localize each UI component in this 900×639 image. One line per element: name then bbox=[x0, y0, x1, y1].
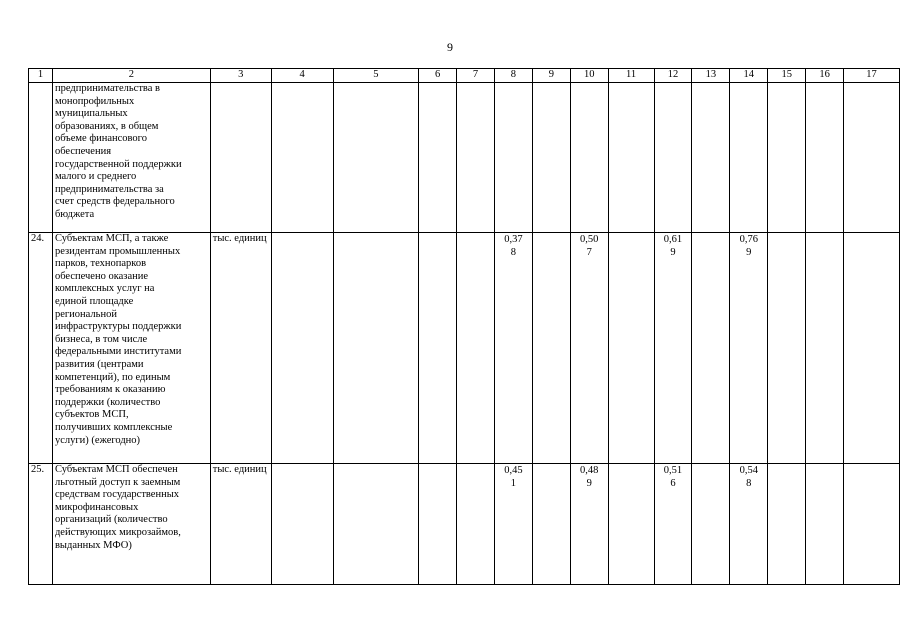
header-cell: 12 bbox=[654, 69, 692, 83]
header-cell: 14 bbox=[730, 69, 768, 83]
indicator-table bbox=[28, 68, 900, 585]
header-cell: 16 bbox=[806, 69, 844, 83]
value-cell bbox=[730, 83, 768, 233]
unit-text: тыс. единиц bbox=[212, 233, 267, 244]
table-row bbox=[29, 83, 900, 233]
value-cell bbox=[570, 83, 608, 233]
indicator-text: Субъектам МСП обеспечен льготный доступ к заемным средствам государственных микрофинансовых организаций (количество действующих микрозаймов, выданных МФО) bbox=[54, 464, 181, 551]
value-cell bbox=[654, 83, 692, 233]
header-cell: 10 bbox=[570, 69, 608, 83]
row-number: 24. bbox=[29, 233, 53, 464]
header-cell: 3 bbox=[210, 69, 271, 83]
table-row bbox=[29, 464, 900, 585]
unit-cell bbox=[210, 464, 271, 585]
header-cell: 7 bbox=[457, 69, 495, 83]
indicator-description bbox=[52, 464, 210, 585]
indicator-text: Субъектам МСП, а также резидентам промышленных парков, технопарков обеспечено оказание комплексных услуг на единой площадке региональной инфраструктуры поддержки бизнеса, в том числе федеральными институтами развития (центрами компетенций), по единым требованиям к оказанию поддержки (количество субъектов МСП, получивших комплексные услуги) (ежегодно) bbox=[54, 233, 182, 446]
value-cell: 0,45 1 bbox=[494, 464, 532, 585]
unit-text: тыс. единиц bbox=[212, 464, 267, 475]
row-number bbox=[29, 83, 53, 233]
indicator-text: предпринимательства в монопрофильных муниципальных образованиях, в общем объеме финансового обеспечения государственной поддержки малого и среднего предпринимательства за счет средств федерального бюджета bbox=[54, 83, 182, 220]
header-cell: 11 bbox=[608, 69, 654, 83]
header-cell: 5 bbox=[333, 69, 419, 83]
value-cell: 0,54 8 bbox=[730, 464, 768, 585]
unit-cell bbox=[210, 233, 271, 464]
page-number: 9 bbox=[447, 40, 453, 54]
unit-cell bbox=[210, 83, 271, 233]
header-row bbox=[29, 69, 900, 83]
indicator-description bbox=[52, 233, 210, 464]
header-cell: 1 bbox=[29, 69, 53, 83]
indicator-description bbox=[52, 83, 210, 233]
value-cell: 0,76 9 bbox=[730, 233, 768, 464]
value-cell: 0,37 8 bbox=[494, 233, 532, 464]
value-cell: 0,48 9 bbox=[570, 464, 608, 585]
value-cell: 0,51 6 bbox=[654, 464, 692, 585]
header-cell: 9 bbox=[532, 69, 570, 83]
header-cell: 8 bbox=[494, 69, 532, 83]
value-cell: 0,50 7 bbox=[570, 233, 608, 464]
header-cell: 6 bbox=[419, 69, 457, 83]
value-cell: 0,61 9 bbox=[654, 233, 692, 464]
header-cell: 2 bbox=[52, 69, 210, 83]
header-cell: 15 bbox=[768, 69, 806, 83]
value-cell bbox=[494, 83, 532, 233]
header-cell: 13 bbox=[692, 69, 730, 83]
table-row bbox=[29, 233, 900, 464]
header-cell: 17 bbox=[844, 69, 900, 83]
row-number: 25. bbox=[29, 464, 53, 585]
header-cell: 4 bbox=[271, 69, 333, 83]
